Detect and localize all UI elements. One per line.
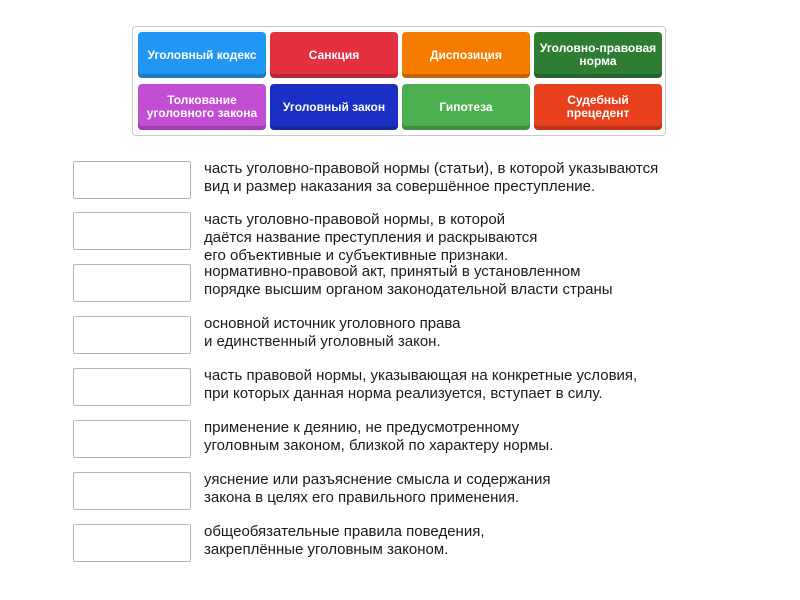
drop-slot[interactable] [73,161,191,199]
definition-text: часть уголовно-правовой нормы (статьи), в которой указываются вид и размер наказания за совершённое преступление. [204,160,659,195]
tile-criminal-norm[interactable]: Уголовно-правовая норма [534,32,662,78]
tile-interpretation[interactable]: Толкование уголовного закона [138,84,266,130]
definition-text: применение к деянию, не предусмотренному уголовным законом, близкой по характеру нормы. [204,419,554,454]
definition-text: общеобязательные правила поведения, закреплённые уголовным законом. [204,523,485,558]
tile-judicial-precedent[interactable]: Судебный прецедент [534,84,662,130]
tile-disposition[interactable]: Диспозиция [402,32,530,78]
match-row [73,524,753,564]
definition-text: часть уголовно-правовой нормы, в которой даётся название преступления и раскрываются его объективные и субъективные признаки. [204,211,538,264]
drop-slot[interactable] [73,212,191,250]
answer-tiles-panel [132,26,666,136]
match-row [73,368,753,408]
drop-slot[interactable] [73,524,191,562]
drop-slot[interactable] [73,264,191,302]
tile-criminal-law[interactable]: Уголовный закон [270,84,398,130]
drop-slot[interactable] [73,472,191,510]
match-row [73,264,753,304]
match-row [73,316,753,356]
drop-slot[interactable] [73,316,191,354]
tile-sanction[interactable]: Санкция [270,32,398,78]
definition-text: основной источник уголовного права и единственный уголовный закон. [204,315,461,350]
match-row [73,420,753,460]
drop-slot[interactable] [73,420,191,458]
definition-text: часть правовой нормы, указывающая на конкретные условия, при которых данная норма реализуется, вступает в силу. [204,367,638,402]
drop-slot[interactable] [73,368,191,406]
match-row [73,211,753,264]
definition-text: уяснение или разъяснение смысла и содержания закона в целях его правильного применения. [204,471,551,506]
match-row [73,161,753,201]
tile-hypothesis[interactable]: Гипотеза [402,84,530,130]
tile-criminal-code[interactable]: Уголовный кодекс [138,32,266,78]
definition-text: нормативно-правовой акт, принятый в установленном порядке высшим органом законодательной власти страны [204,263,613,298]
match-row [73,472,753,512]
